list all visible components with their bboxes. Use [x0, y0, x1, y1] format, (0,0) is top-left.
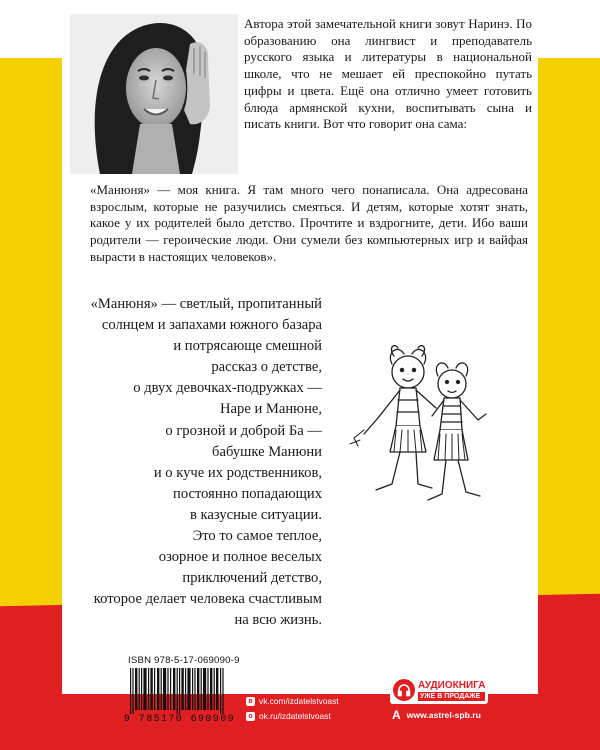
- publisher-links: [246, 679, 352, 724]
- vk-row: [246, 694, 352, 709]
- ok-row: [246, 709, 352, 724]
- astrel-logo-icon: А: [392, 708, 401, 722]
- link-ok[interactable]: ok.ru/izdatelstvoast: [259, 711, 331, 721]
- link-book24[interactable]: www.book24.ru: [295, 681, 353, 691]
- description-line: которое делает человека счастливым: [93, 591, 322, 608]
- description-line: Это то самое теплое,: [192, 528, 322, 545]
- link-ast[interactable]: www.ast.ru: [246, 681, 287, 691]
- description-line: Наре и Манюне,: [220, 401, 322, 418]
- description-line: солнцем и запахами южного базара: [101, 317, 322, 334]
- audiobook-badge: [390, 676, 488, 704]
- web-links-row: [246, 679, 352, 694]
- description-line: постоянно попадающих: [173, 485, 322, 502]
- book-description: [62, 294, 322, 632]
- audiobook-title: АУДИОКНИГА: [418, 679, 486, 691]
- description-line: и потрясающе смешной: [173, 338, 322, 355]
- barcode-digits: 9 785170 690909: [124, 714, 236, 725]
- author-photo: [70, 14, 238, 174]
- isbn-label: ISBN 978-5-17-069090-9: [128, 655, 240, 666]
- description-line: рассказ о детстве,: [211, 359, 322, 376]
- barcode: [130, 668, 226, 714]
- description-line: в казусные ситуации.: [190, 506, 322, 523]
- description-line: бабушке Манюни: [212, 443, 322, 460]
- vk-icon: в: [246, 697, 255, 706]
- description-line: «Манюня» — светлый, пропитанный: [90, 296, 322, 312]
- author-bio: Автора этой замечательной книги зовут Наринэ. По образованию она лингвист и преподаватель русского языка и литературы в национальной школе, что не мешает ей преспокойно путать цифры и цвета. Ещё она отлично умеет готовить блюда армянской кухни, воспитывать сына и писать книги. Вот что говорит она сама:: [244, 16, 532, 132]
- headphones-icon: [393, 679, 415, 701]
- description-line: озорное и полное веселых: [158, 549, 322, 566]
- description-line: на всю жизнь.: [234, 612, 322, 629]
- girls-illustration-icon: [340, 334, 520, 514]
- link-astrel[interactable]: www.astrel-spb.ru: [406, 710, 481, 720]
- description-line: о двух девочках-подружках —: [133, 380, 322, 397]
- author-quote: «Манюня» — моя книга. Я там много чего понаписала. Она адресована взрослым, которые не разучились смеяться. И детям, которые хотят знать, какое у их родителей было детство. Прочтите и вздрогните, дети. Ибо ваши родители — героические люди. Они сумели без компьютерных игр и вайфая вырасти в настоящих человеков».: [90, 182, 528, 264]
- link-vk[interactable]: vk.com/izdatelstvoast: [259, 696, 339, 706]
- audiobook-subtitle: УЖЕ В ПРОДАЖЕ: [418, 692, 485, 701]
- description-line: о грозной и доброй Ба —: [165, 422, 322, 439]
- astrel-link-row: [392, 708, 481, 722]
- link-separator: |: [289, 681, 293, 691]
- ok-icon: о: [246, 712, 255, 721]
- description-line: и о куче их родственников,: [153, 464, 322, 481]
- description-line: приключений детство,: [182, 570, 322, 587]
